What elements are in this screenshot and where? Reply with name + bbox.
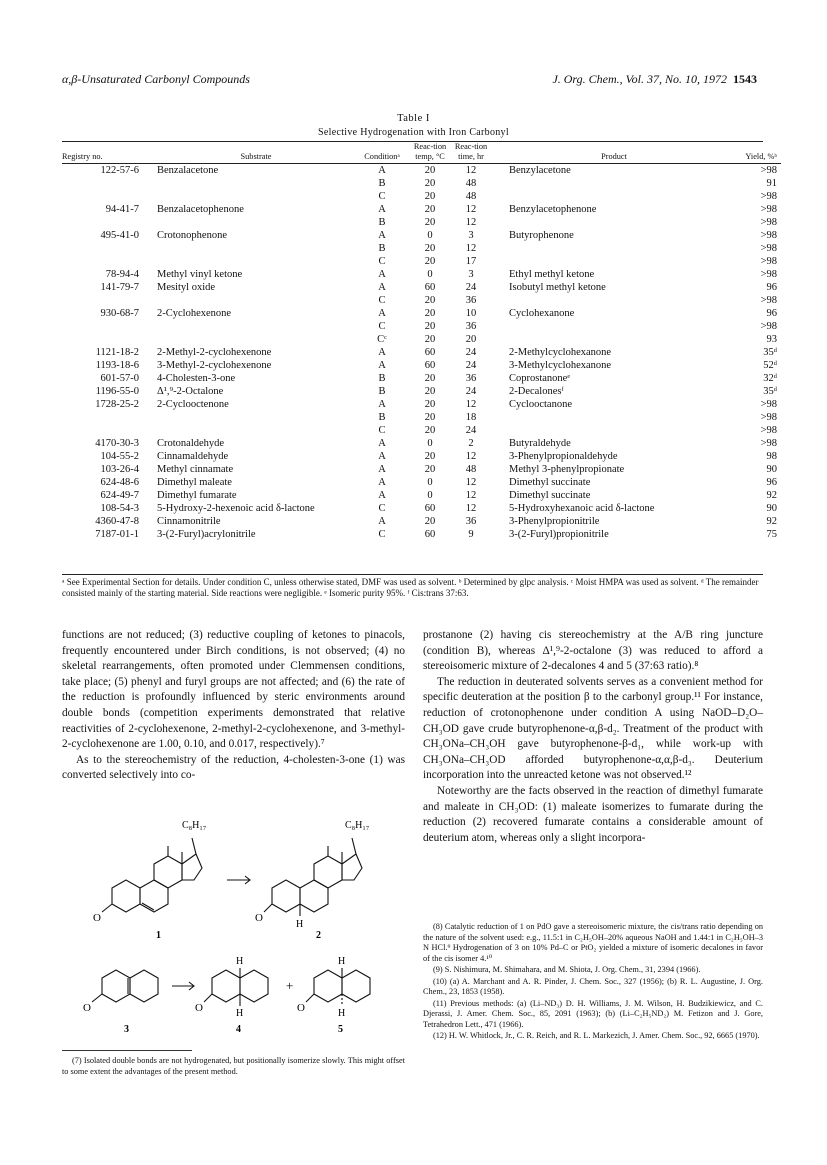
cell-temp: 20 bbox=[424, 243, 436, 255]
cell-yield: >98 bbox=[760, 425, 777, 437]
data-table bbox=[62, 142, 781, 541]
cell-yield: >98 bbox=[760, 295, 777, 307]
table-row bbox=[62, 476, 781, 489]
footnotes-left bbox=[62, 1056, 405, 1078]
compound-label-2: 2 bbox=[316, 930, 321, 941]
cell-product: Isobutyl methyl ketone bbox=[509, 282, 606, 294]
cell-product bbox=[491, 190, 719, 203]
cell-time: 20 bbox=[465, 334, 477, 346]
cell-temp: 20 bbox=[424, 386, 436, 398]
table-row bbox=[62, 229, 781, 242]
cell-temp: 20 bbox=[424, 204, 436, 216]
reaction-scheme bbox=[62, 808, 407, 1040]
footnotes-right bbox=[423, 922, 763, 1043]
cell-substrate bbox=[145, 242, 355, 255]
c8h17-label-2: C₈H₁₇ bbox=[345, 820, 370, 831]
cell-yield: 52ᵈ bbox=[763, 360, 777, 372]
cell-product bbox=[491, 320, 719, 333]
cell-condition: A bbox=[378, 516, 386, 528]
cell-substrate: Crotonophenone bbox=[157, 230, 227, 242]
cell-temp: 60 bbox=[424, 347, 436, 359]
cell-temp: 0 bbox=[427, 477, 433, 489]
cell-time: 12 bbox=[465, 399, 477, 411]
cell-yield: 96 bbox=[766, 477, 777, 489]
hydrogen-label-4-top: H bbox=[236, 956, 244, 967]
footnote-10: (10) (a) A. Marchant and A. R. Pinder, J. Chem. Soc., 327 (1956); (b) R. L. Augustine, J. Org. Chem., 23, 1853 (1958). bbox=[423, 976, 763, 996]
cell-time: 17 bbox=[465, 256, 477, 268]
left-paragraph-1: functions are not reduced; (3) reductive coupling of ketones to pinacols, frequently encountered under Birch conditions, is not observed; (4) no skeletal rearrangements, often promoted under Clemmensen conditions, take place; (5) phenyl and furyl groups are not affected; and (6) the rate of the reduction is profoundly influenced by steric environments around double bonds (competition experiments demonstrated that relative reactivities of 2-cyclohexenone, 2-methyl-2-cyclohexenone, and 3-methyl-2-cyclohexenone are 1.00, 0.10, and 0.017, respectively).⁷ bbox=[62, 629, 405, 751]
cell-time: 3 bbox=[468, 230, 474, 242]
cell-product bbox=[491, 242, 719, 255]
cell-condition: A bbox=[378, 204, 386, 216]
cell-substrate bbox=[145, 216, 355, 229]
cell-product: 2-Methylcyclohexanone bbox=[509, 347, 612, 359]
table-body bbox=[62, 164, 781, 542]
cell-temp: 20 bbox=[424, 191, 436, 203]
cell-temp: 20 bbox=[424, 399, 436, 411]
cell-yield: 35ᵈ bbox=[763, 386, 777, 398]
col-header-registry: Registry no. bbox=[62, 142, 145, 164]
table-row bbox=[62, 255, 781, 268]
cell-temp: 20 bbox=[424, 464, 436, 476]
cell-time: 12 bbox=[465, 490, 477, 502]
footnote-11: (11) Previous methods: (a) (Li–ND₃) D. H. Williams, J. M. Wilson, H. Budzikiewicz, and C. Djerassi, J. Amer. Chem. Soc., 85, 2091 (1963); (b) (Li–C₂H₅ND₂) M. Fetizon and J. Gore, Tetrahedron Lett., 471 (1966). bbox=[423, 998, 763, 1029]
cell-yield: >98 bbox=[760, 438, 777, 450]
running-head-title: α,β-Unsaturated Carbonyl Compounds bbox=[62, 72, 250, 86]
footnote-rule bbox=[62, 1050, 192, 1051]
cell-temp: 20 bbox=[424, 295, 436, 307]
right-paragraph-2: The reduction in deuterated solvents serves as a convenient method for specific deuteration at the position β to the carbonyl group.¹¹ For instance, reduction of crotonophenone under condition A using NaOD–D₂O–CH₃OD gave crude butyrophenone-α,β-d₂. Treatment of the product with CH₃ONa–CH₃OH gave butyrophenone-β-d₁, while work-up with CH₃ONa–CH₃OD afforded butyrophenone-α,α,β-d₃. Deuterium incorporation into the unreacted ketone was not observed.¹² bbox=[423, 675, 763, 782]
cell-condition: C bbox=[378, 191, 386, 203]
cell-temp: 20 bbox=[424, 178, 436, 190]
cell-registry bbox=[62, 242, 145, 255]
table-row bbox=[62, 528, 781, 541]
cell-time: 12 bbox=[465, 165, 477, 177]
table-row bbox=[62, 359, 781, 372]
table-row bbox=[62, 346, 781, 359]
cell-temp: 0 bbox=[427, 490, 433, 502]
cell-time: 24 bbox=[465, 425, 477, 437]
cell-product: 3-Phenylpropionitrile bbox=[509, 516, 600, 528]
cell-condition: Cᶜ bbox=[377, 334, 387, 346]
cell-registry: 78-94-4 bbox=[105, 269, 139, 281]
cell-product: Coprostanoneᵉ bbox=[509, 373, 571, 385]
oxygen-label-5: O bbox=[297, 1002, 305, 1014]
cell-registry: 94-41-7 bbox=[105, 204, 139, 216]
cell-product: Butyraldehyde bbox=[509, 438, 571, 450]
cell-time: 10 bbox=[465, 308, 477, 320]
cell-substrate: Dimethyl maleate bbox=[157, 477, 232, 489]
cell-registry bbox=[62, 411, 145, 424]
cell-registry bbox=[62, 294, 145, 307]
cell-condition: B bbox=[378, 178, 386, 190]
cell-registry: 108-54-3 bbox=[100, 503, 139, 515]
cell-substrate: Cinnamaldehyde bbox=[157, 451, 229, 463]
cell-yield: 75 bbox=[766, 529, 777, 541]
cell-substrate bbox=[145, 424, 355, 437]
cell-product: Ethyl methyl ketone bbox=[509, 269, 595, 281]
cell-temp: 60 bbox=[424, 529, 436, 541]
cell-condition: B bbox=[378, 217, 386, 229]
cell-condition: C bbox=[378, 529, 386, 541]
col-header-condition: Conditionᵃ bbox=[355, 142, 409, 164]
table-bottom-rule bbox=[62, 574, 763, 575]
table-row bbox=[62, 489, 781, 502]
table-title: Table I bbox=[397, 113, 430, 124]
col-header-substrate: Substrate bbox=[145, 142, 355, 164]
table-row bbox=[62, 385, 781, 398]
cell-yield: >98 bbox=[760, 191, 777, 203]
cell-temp: 20 bbox=[424, 321, 436, 333]
cell-substrate: Methyl vinyl ketone bbox=[157, 269, 243, 281]
cell-substrate: 2-Cyclohexenone bbox=[157, 308, 232, 320]
cell-substrate: Benzalacetophenone bbox=[157, 204, 244, 216]
running-head-journal bbox=[552, 72, 757, 87]
hydrogen-label-2: H bbox=[296, 919, 304, 930]
cell-time: 12 bbox=[465, 217, 477, 229]
table-row bbox=[62, 411, 781, 424]
cell-registry: 624-49-7 bbox=[100, 490, 139, 502]
cell-registry: 141-79-7 bbox=[100, 282, 139, 294]
cell-substrate bbox=[145, 333, 355, 346]
cell-condition: A bbox=[378, 464, 386, 476]
cell-substrate: 4-Cholesten-3-one bbox=[157, 373, 236, 385]
cell-product: Cyclooctanone bbox=[509, 399, 572, 411]
cell-temp: 60 bbox=[424, 360, 436, 372]
table-row bbox=[62, 502, 781, 515]
cell-condition: A bbox=[378, 490, 386, 502]
cell-substrate: 5-Hydroxy-2-hexenoic acid δ-lactone bbox=[157, 503, 315, 515]
table-row bbox=[62, 307, 781, 320]
cell-time: 36 bbox=[465, 516, 477, 528]
table-footnotes: ᵃ See Experimental Section for details. Under condition C, unless otherwise stated, DMF was used as solvent. ᵇ Determined by glpc analysis. ᶜ Moist HMPA was used as solvent. ᵈ The remainder consisted mainly of the starting material. Side reactions were negligible. ᵉ Isomeric purity 95%. ᶠ Cis:trans 37:63. bbox=[62, 577, 759, 598]
footnote-9: (9) S. Nishimura, M. Shimahara, and M. Shiota, J. Org. Chem., 31, 2394 (1966). bbox=[433, 965, 701, 974]
cell-substrate: Mesityl oxide bbox=[157, 282, 216, 294]
cell-temp: 60 bbox=[424, 282, 436, 294]
cell-yield: >98 bbox=[760, 217, 777, 229]
table-row bbox=[62, 294, 781, 307]
decalone-5-structure bbox=[306, 968, 370, 1006]
plus-sign: + bbox=[286, 978, 294, 993]
cell-temp: 20 bbox=[424, 334, 436, 346]
cell-product: Methyl 3-phenylpropionate bbox=[509, 464, 625, 476]
cell-product bbox=[491, 333, 719, 346]
cell-yield: 90 bbox=[766, 464, 777, 476]
cell-time: 48 bbox=[465, 178, 477, 190]
c8h17-label-1: C₈H₁₇ bbox=[182, 820, 207, 831]
table-row bbox=[62, 164, 781, 178]
cell-product: 3-(2-Furyl)propionitrile bbox=[509, 529, 609, 541]
table-row bbox=[62, 177, 781, 190]
cell-condition: C bbox=[378, 321, 386, 333]
cell-temp: 20 bbox=[424, 451, 436, 463]
hydrogen-label-5-bottom: H bbox=[338, 1008, 346, 1019]
cell-registry: 7187-01-1 bbox=[95, 529, 139, 541]
oxygen-label-2: O bbox=[255, 912, 263, 924]
oxygen-label-4: O bbox=[195, 1002, 203, 1014]
col-header-product: Product bbox=[491, 142, 719, 164]
cell-time: 12 bbox=[465, 243, 477, 255]
cell-product bbox=[491, 255, 719, 268]
cell-condition: B bbox=[378, 373, 386, 385]
cell-time: 12 bbox=[465, 477, 477, 489]
cell-condition: A bbox=[378, 451, 386, 463]
cell-substrate: 2-Cyclooctenone bbox=[157, 399, 229, 411]
cell-temp: 20 bbox=[424, 308, 436, 320]
cell-product: 3-Phenylpropionaldehyde bbox=[509, 451, 618, 463]
cell-condition: B bbox=[378, 243, 386, 255]
table-row bbox=[62, 372, 781, 385]
cell-registry: 930-68-7 bbox=[100, 308, 139, 320]
cell-condition: C bbox=[378, 295, 386, 307]
col-header-temp: Reac-tion temp, °C bbox=[409, 142, 451, 164]
cell-substrate: Crotonaldehyde bbox=[157, 438, 225, 450]
right-column-text bbox=[423, 628, 763, 846]
page-number: 1543 bbox=[733, 72, 757, 86]
table-row bbox=[62, 424, 781, 437]
cell-product: Cyclohexanone bbox=[509, 308, 575, 320]
cell-time: 12 bbox=[465, 204, 477, 216]
cell-registry: 4360-47-8 bbox=[95, 516, 139, 528]
cell-condition: A bbox=[378, 269, 386, 281]
cell-product: Benzylacetophenone bbox=[509, 204, 597, 216]
cell-condition: A bbox=[378, 477, 386, 489]
cell-substrate: 3-Methyl-2-cyclohexenone bbox=[157, 360, 272, 372]
cell-product: 2-Decalonesᶠ bbox=[509, 386, 564, 398]
col-header-time: Reac-tion time, hr bbox=[451, 142, 491, 164]
cell-condition: C bbox=[378, 256, 386, 268]
cell-yield: 92 bbox=[766, 516, 777, 528]
cell-temp: 20 bbox=[424, 516, 436, 528]
hydrogen-label-4-bottom: H bbox=[236, 1008, 244, 1019]
cell-yield: 35ᵈ bbox=[763, 347, 777, 359]
cell-temp: 20 bbox=[424, 217, 436, 229]
cell-condition: C bbox=[378, 425, 386, 437]
left-paragraph-2: As to the stereochemistry of the reduction, 4-cholesten-3-one (1) was converted selectively into co- bbox=[62, 753, 405, 782]
cell-substrate bbox=[145, 177, 355, 190]
compound-label-5: 5 bbox=[338, 1024, 343, 1035]
cell-product: 5-Hydroxyhexanoic acid δ-lactone bbox=[509, 503, 655, 515]
steroid-2-structure bbox=[264, 838, 362, 916]
cell-yield: 98 bbox=[766, 451, 777, 463]
col-header-yield: Yield, %ᵇ bbox=[719, 142, 781, 164]
cell-condition: C bbox=[378, 503, 386, 515]
cell-temp: 0 bbox=[427, 230, 433, 242]
table-row bbox=[62, 216, 781, 229]
cell-condition: A bbox=[378, 360, 386, 372]
cell-time: 18 bbox=[465, 412, 477, 424]
cell-condition: B bbox=[378, 386, 386, 398]
cell-substrate: 3-(2-Furyl)acrylonitrile bbox=[157, 529, 256, 541]
cell-yield: >98 bbox=[760, 321, 777, 333]
cell-yield: >98 bbox=[760, 269, 777, 281]
cell-temp: 20 bbox=[424, 256, 436, 268]
cell-temp: 0 bbox=[427, 438, 433, 450]
cell-time: 36 bbox=[465, 373, 477, 385]
cell-product bbox=[491, 424, 719, 437]
cell-condition: A bbox=[378, 399, 386, 411]
table-row bbox=[62, 463, 781, 476]
cell-registry bbox=[62, 333, 145, 346]
cell-substrate: Dimethyl fumarate bbox=[157, 490, 237, 502]
cell-substrate bbox=[145, 294, 355, 307]
cell-product bbox=[491, 411, 719, 424]
cell-time: 36 bbox=[465, 321, 477, 333]
cell-registry: 495-41-0 bbox=[100, 230, 139, 242]
cell-time: 24 bbox=[465, 386, 477, 398]
compound-label-4: 4 bbox=[236, 1024, 241, 1035]
cell-yield: >98 bbox=[760, 204, 777, 216]
cell-substrate: Benzalacetone bbox=[157, 165, 219, 177]
cell-registry bbox=[62, 177, 145, 190]
cell-product bbox=[491, 216, 719, 229]
cell-substrate: Δ¹,⁹-2-Octalone bbox=[157, 386, 224, 398]
table-subtitle: Selective Hydrogenation with Iron Carbonyl bbox=[318, 127, 509, 138]
cell-registry: 122-57-6 bbox=[100, 165, 139, 177]
cell-temp: 20 bbox=[424, 165, 436, 177]
cell-substrate: 2-Methyl-2-cyclohexenone bbox=[157, 347, 272, 359]
cell-registry: 1121-18-2 bbox=[95, 347, 139, 359]
cell-temp: 60 bbox=[424, 503, 436, 515]
cell-temp: 20 bbox=[424, 373, 436, 385]
cell-substrate bbox=[145, 411, 355, 424]
cell-yield: >98 bbox=[760, 243, 777, 255]
cell-product: 3-Methylcyclohexanone bbox=[509, 360, 612, 372]
cell-time: 24 bbox=[465, 360, 477, 372]
cell-time: 36 bbox=[465, 295, 477, 307]
cell-product: Dimethyl succinate bbox=[509, 490, 591, 502]
cell-registry bbox=[62, 424, 145, 437]
cell-registry bbox=[62, 320, 145, 333]
cell-substrate bbox=[145, 255, 355, 268]
table-row bbox=[62, 515, 781, 528]
cell-condition: B bbox=[378, 412, 386, 424]
cell-product bbox=[491, 177, 719, 190]
cell-registry bbox=[62, 216, 145, 229]
cell-yield: 93 bbox=[766, 334, 777, 346]
compound-label-3: 3 bbox=[124, 1024, 129, 1035]
oxygen-label-3: O bbox=[83, 1002, 91, 1014]
cell-registry: 1196-55-0 bbox=[95, 386, 139, 398]
table-row bbox=[62, 437, 781, 450]
cell-registry: 1728-25-2 bbox=[95, 399, 139, 411]
cell-substrate bbox=[145, 190, 355, 203]
cell-registry: 103-26-4 bbox=[100, 464, 139, 476]
table-row bbox=[62, 398, 781, 411]
steroid-1-structure bbox=[102, 838, 202, 912]
cell-substrate: Methyl cinnamate bbox=[157, 464, 234, 476]
cell-yield: >98 bbox=[760, 399, 777, 411]
hydrogen-label-5-top: H bbox=[338, 956, 346, 967]
cell-condition: A bbox=[378, 438, 386, 450]
cell-registry: 104-55-2 bbox=[100, 451, 139, 463]
cell-condition: A bbox=[378, 230, 386, 242]
footnote-8: (8) Catalytic reduction of 1 on PdO gave a stereoisomeric mixture, the cis/trans ratio depending on the nature of the solvent used: e.g., 11.5:1 in C₂H₅OH–20% aqueous NaOH and 1.44:1 in C₂H₅OH–3 N HCl.⁹ Hydrogenation of 3 on 10% Pd–C or PtO₂ yielded a mixture of isomeric decalones in favor of the cis isomer 4.¹⁰ bbox=[423, 922, 763, 963]
table-row bbox=[62, 268, 781, 281]
cell-time: 2 bbox=[468, 438, 474, 450]
cell-time: 9 bbox=[468, 529, 474, 541]
cell-time: 24 bbox=[465, 347, 477, 359]
cell-temp: 20 bbox=[424, 412, 436, 424]
cell-time: 48 bbox=[465, 191, 477, 203]
compound-label-1: 1 bbox=[156, 930, 161, 941]
cell-temp: 0 bbox=[427, 269, 433, 281]
cell-registry: 1193-18-6 bbox=[95, 360, 139, 372]
cell-temp: 20 bbox=[424, 425, 436, 437]
cell-substrate: Cinnamonitrile bbox=[157, 516, 221, 528]
cell-substrate bbox=[145, 320, 355, 333]
cell-yield: 92 bbox=[766, 490, 777, 502]
right-paragraph-3: Noteworthy are the facts observed in the reaction of dimethyl fumarate and maleate in CH₃OD: (1) maleate isomerizes to fumarate during the reduction (2) recovered fumarate contains a considerable amount of deuterium atom, whereas only a slight incorpora- bbox=[423, 784, 763, 844]
cell-condition: A bbox=[378, 165, 386, 177]
cell-yield: 91 bbox=[766, 178, 777, 190]
cell-time: 48 bbox=[465, 464, 477, 476]
journal-citation: J. Org. Chem., Vol. 37, No. 10, 1972 bbox=[552, 72, 727, 86]
cell-yield: >98 bbox=[760, 256, 777, 268]
cell-yield: 96 bbox=[766, 308, 777, 320]
cell-yield: >98 bbox=[760, 165, 777, 177]
cell-product: Butyrophenone bbox=[509, 230, 574, 242]
right-paragraph-1: prostanone (2) having cis stereochemistry at the A/B ring juncture (condition B), whereas Δ¹,⁹-2-octalone (3) was reduced to afford a stereoisomeric mixture of 2-decalones 4 and 5 (37:63 ratio).⁸ bbox=[423, 629, 763, 673]
octalone-3-structure bbox=[92, 970, 158, 1002]
cell-time: 12 bbox=[465, 451, 477, 463]
cell-condition: A bbox=[378, 308, 386, 320]
table-row bbox=[62, 190, 781, 203]
table-row bbox=[62, 242, 781, 255]
cell-time: 3 bbox=[468, 269, 474, 281]
cell-yield: 90 bbox=[766, 503, 777, 515]
cell-condition: A bbox=[378, 282, 386, 294]
cell-condition: A bbox=[378, 347, 386, 359]
table-row bbox=[62, 450, 781, 463]
cell-product: Dimethyl succinate bbox=[509, 477, 591, 489]
cell-yield: 32ᵈ bbox=[763, 373, 777, 385]
cell-yield: >98 bbox=[760, 230, 777, 242]
cell-registry: 601-57-0 bbox=[100, 373, 139, 385]
cell-time: 24 bbox=[465, 282, 477, 294]
table-header-row bbox=[62, 142, 781, 164]
cell-product: Benzylacetone bbox=[509, 165, 571, 177]
cell-product bbox=[491, 294, 719, 307]
footnote-12: (12) H. W. Whitlock, Jr., C. R. Reich, and R. L. Markezich, J. Amer. Chem. Soc., 92, 6665 (1970). bbox=[433, 1031, 760, 1040]
left-column-text bbox=[62, 628, 405, 784]
table-row bbox=[62, 203, 781, 216]
footnote-7: (7) Isolated double bonds are not hydrogenated, but positionally isomerize slowly. This might offset to some extent the advantages of the present method. bbox=[62, 1056, 405, 1076]
table-row bbox=[62, 320, 781, 333]
cell-registry: 4170-30-3 bbox=[95, 438, 139, 450]
cell-yield: >98 bbox=[760, 412, 777, 424]
table-row bbox=[62, 281, 781, 294]
table-row bbox=[62, 333, 781, 346]
oxygen-label-1: O bbox=[93, 912, 101, 924]
decalone-4-structure bbox=[204, 968, 268, 1006]
cell-registry: 624-48-6 bbox=[100, 477, 139, 489]
cell-yield: 96 bbox=[766, 282, 777, 294]
cell-time: 12 bbox=[465, 503, 477, 515]
cell-registry bbox=[62, 255, 145, 268]
cell-registry bbox=[62, 190, 145, 203]
